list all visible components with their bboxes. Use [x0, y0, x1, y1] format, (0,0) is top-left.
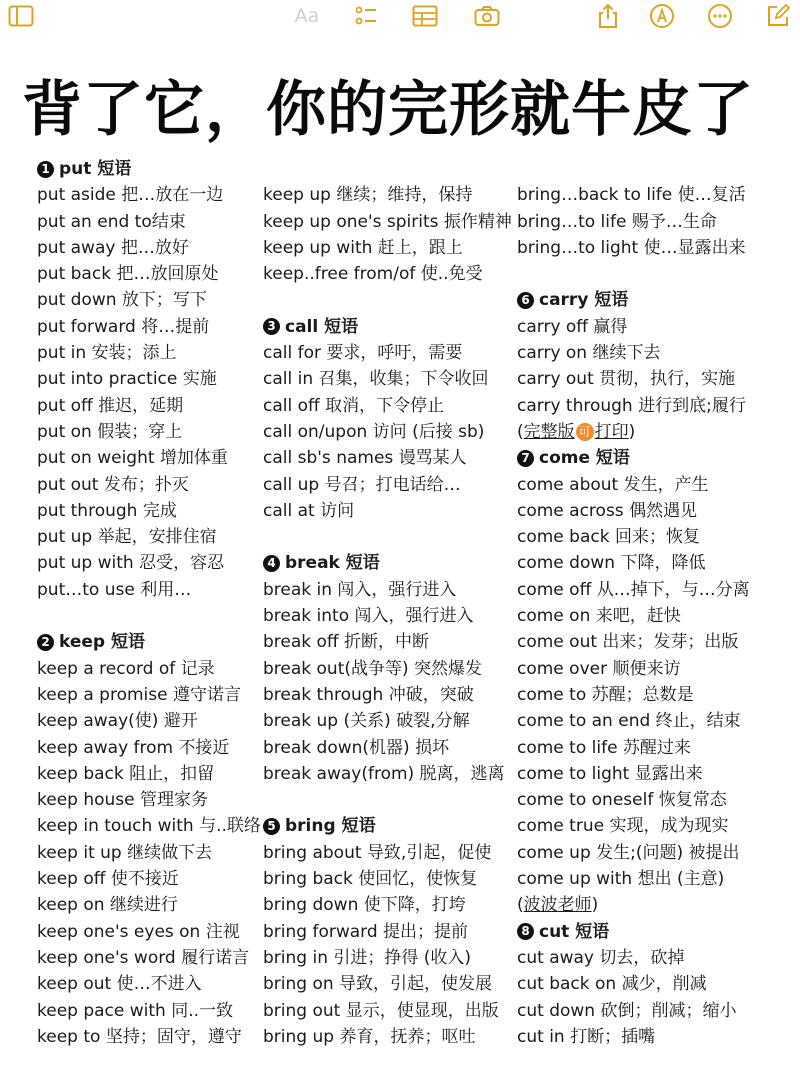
phrase-line: break out(战争等) 突然爆发: [263, 658, 483, 679]
phrase-line: put forward 将…提前: [37, 316, 210, 337]
keep-phrase-list-continued: [263, 182, 513, 287]
note-title: 背了它，你的完形就牛皮了: [22, 75, 754, 145]
column-1: [37, 156, 262, 1050]
come-phrase-list: [517, 472, 792, 893]
break-phrase-list: [263, 577, 513, 787]
phrase-line: come across 偶然遇见: [517, 500, 698, 521]
phrase-line: keep away(使) 避开: [37, 711, 198, 732]
put-phrase-list: [37, 182, 262, 603]
phrase-line: keep out 使…不进入: [37, 974, 202, 995]
phrase-line: carry through 进行到底;履行: [517, 395, 746, 416]
phrase-line: call for 要求，呼吁，需要: [263, 343, 463, 364]
section-heading-break: 4 break 短语: [263, 550, 513, 576]
checklist-icon[interactable]: [352, 3, 380, 29]
phrase-line: put off 推迟，延期: [37, 395, 184, 416]
column-3: [517, 156, 792, 1050]
section-heading-keep: 2 keep 短语: [37, 629, 262, 655]
phrase-line: bring…back to life 使…复活: [517, 185, 746, 206]
phrase-line: break down(机器) 损坏: [263, 737, 450, 758]
phrase-line: bring back 使回忆，使恢复: [263, 869, 478, 890]
phrase-line: come over 顺便来访: [517, 658, 681, 679]
phrase-line: bring down 使下降，打垮: [263, 895, 466, 916]
text-format-button[interactable]: Aa: [294, 5, 320, 27]
section-number: 7: [517, 450, 534, 467]
section-number: 6: [517, 292, 534, 309]
phrase-line: come on 来吧，赶快: [517, 606, 681, 627]
phrase-line: break off 折断，中断: [263, 632, 430, 653]
more-icon[interactable]: [706, 3, 734, 29]
phrase-line: keep back 阻止，扣留: [37, 763, 215, 784]
section-heading-cut: 8 cut 短语: [517, 919, 792, 945]
phrase-line: cut away 切去，砍掉: [517, 947, 685, 968]
table-icon[interactable]: [410, 3, 440, 29]
phrase-line: come about 发生，产生: [517, 474, 709, 495]
phrase-line: break up (关系) 破裂,分解: [263, 711, 470, 732]
phrase-line: put in 安装；添上: [37, 343, 177, 364]
share-icon[interactable]: [594, 3, 622, 29]
phrase-line: keep one's eyes on 注视: [37, 921, 240, 942]
phrase-line: come down 下降，降低: [517, 553, 706, 574]
phrase-line: keep in touch with 与..联络: [37, 816, 261, 837]
phrase-line: come out 出来；发芽；出版: [517, 632, 739, 653]
section-heading-come: 7 come 短语: [517, 445, 792, 471]
phrase-line: put into practice 实施: [37, 369, 217, 390]
phrase-line: cut back on 减少，削减: [517, 974, 707, 995]
phrase-line: put away 把…放好: [37, 237, 189, 258]
phrase-line: keep up with 赶上，跟上: [263, 237, 463, 258]
carry-phrase-list: [517, 314, 792, 419]
phrase-line: come to life 苏醒过来: [517, 737, 691, 758]
toolbar: [0, 0, 800, 34]
section-number: 3: [263, 318, 280, 335]
markup-icon[interactable]: [648, 3, 676, 29]
phrase-line: keep a promise 遵守诺言: [37, 684, 241, 705]
phrase-line: keep a record of 记录: [37, 658, 215, 679]
printable-note: (完整版 可 打印): [517, 421, 636, 442]
phrase-line: break through 冲破，突破: [263, 684, 474, 705]
phrase-line: keep one's word 履行诺言: [37, 947, 250, 968]
keep-phrase-list: [37, 656, 262, 1050]
phrase-line: come off 从…掉下，与…分离: [517, 579, 750, 600]
section-number: 4: [263, 555, 280, 572]
phrase-line: call at 访问: [263, 500, 355, 521]
section-heading-call: 3 call 短语: [263, 314, 513, 340]
phrase-line: keep on 继续进行: [37, 895, 178, 916]
phrase-line: call on/upon 访问 (后接 sb): [263, 421, 485, 442]
phrase-line: put down 放下；写下: [37, 290, 207, 311]
phrase-line: bring forward 提出；提前: [263, 921, 469, 942]
phrase-line: call off 取消，下令停止: [263, 395, 445, 416]
section-heading-put: 1 put 短语: [37, 156, 262, 182]
phrase-line: come true 实现，成为现实: [517, 816, 729, 837]
sidebar-icon[interactable]: [6, 3, 36, 29]
phrase-line: break into 闯入，强行进入: [263, 606, 474, 627]
phrase-line: bring…to life 赐予…生命: [517, 211, 717, 232]
section-number: 1: [37, 161, 54, 178]
phrase-line: cut in 打断；插嘴: [517, 1026, 656, 1047]
phrase-line: come to an end 终止，结束: [517, 711, 741, 732]
phrase-line: keep it up 继续做下去: [37, 842, 213, 863]
section-number: 2: [37, 634, 54, 651]
phrase-line: bring in 引进；挣得 (收入): [263, 947, 472, 968]
phrase-line: keep up one's spirits 振作精神: [263, 211, 512, 232]
phrase-line: come to light 显露出来: [517, 763, 703, 784]
phrase-line: come to oneself 恢复常态: [517, 790, 727, 811]
phrase-line: bring about 导致,引起，促使: [263, 842, 492, 863]
column-2: [263, 156, 513, 1050]
section-heading-bring: 5 bring 短语: [263, 813, 513, 839]
compose-icon[interactable]: [764, 3, 792, 29]
phrase-line: keep away from 不接近: [37, 737, 230, 758]
bring-phrase-list-continued: [517, 182, 792, 261]
printable-badge: 可: [576, 423, 594, 441]
phrase-line: call sb's names 谩骂某人: [263, 448, 467, 469]
phrase-line: put through 完成: [37, 500, 177, 521]
phrase-line: bring on 导致，引起，使发展: [263, 974, 493, 995]
phrase-line: carry on 继续下去: [517, 343, 661, 364]
phrase-line: cut down 砍倒；削减；缩小: [517, 1000, 737, 1021]
phrase-line: carry off 赢得: [517, 316, 628, 337]
phrase-line: come up with 想出 (主意): [517, 869, 725, 890]
cut-phrase-list: [517, 945, 792, 1050]
section-number: 5: [263, 818, 280, 835]
camera-icon[interactable]: [472, 3, 502, 29]
phrase-line: break in 闯入，强行进入: [263, 579, 457, 600]
full-version-link[interactable]: 完整版: [523, 421, 575, 442]
author-note: (波波老师): [517, 895, 599, 916]
call-phrase-list: [263, 340, 513, 524]
phrase-line: bring out 显示，使显现，出版: [263, 1000, 499, 1021]
phrase-line: keep house 管理家务: [37, 790, 209, 811]
phrase-line: keep to 坚持；固守，遵守: [37, 1026, 242, 1047]
phrase-line: keep off 使不接近: [37, 869, 179, 890]
phrase-line: put back 把…放回原处: [37, 264, 219, 285]
phrase-line: put up 举起，安排住宿: [37, 527, 217, 548]
print-link[interactable]: 打印: [594, 421, 629, 442]
phrase-line: call in 召集，收集；下令收回: [263, 369, 489, 390]
phrase-line: call up 号召；打电话给…: [263, 474, 461, 495]
phrase-line: put on 假装；穿上: [37, 421, 183, 442]
phrase-line: put up with 忍受，容忍: [37, 553, 225, 574]
author-link[interactable]: 波波老师: [523, 895, 592, 916]
phrase-line: put on weight 增加体重: [37, 448, 228, 469]
phrase-line: bring…to light 使…显露出来: [517, 237, 746, 258]
phrase-line: keep pace with 同..一致: [37, 1000, 234, 1021]
section-heading-carry: 6 carry 短语: [517, 287, 792, 313]
phrase-line: break away(from) 脱离，逃离: [263, 763, 505, 784]
phrase-line: keep..free from/of 使..免受: [263, 264, 483, 285]
phrase-line: put…to use 利用…: [37, 579, 192, 600]
phrase-line: come up 发生;(问题) 被提出: [517, 842, 740, 863]
phrase-line: keep up 继续；维持，保持: [263, 185, 473, 206]
bring-phrase-list: [263, 840, 513, 1050]
phrase-line: carry out 贯彻，执行，实施: [517, 369, 736, 390]
phrase-line: put out 发布；扑灭: [37, 474, 189, 495]
phrase-line: bring up 养育，抚养；呕吐: [263, 1026, 476, 1047]
phrase-line: put an end to结束: [37, 211, 186, 232]
phrase-line: come back 回来；恢复: [517, 527, 700, 548]
section-number: 8: [517, 923, 534, 940]
phrase-line: come to 苏醒；总数是: [517, 684, 694, 705]
phrase-line: put aside 把…放在一边: [37, 185, 224, 206]
